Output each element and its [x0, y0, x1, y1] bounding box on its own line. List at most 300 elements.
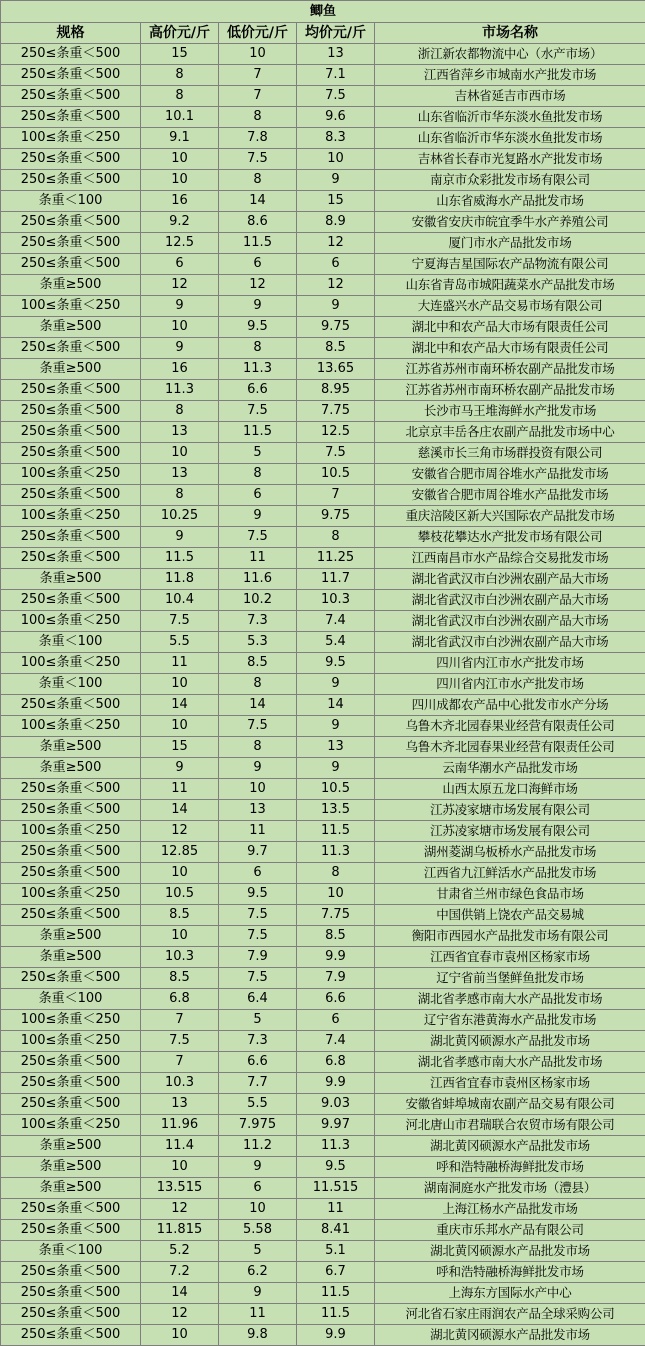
- header-spec: 规格: [1, 23, 141, 44]
- table-row: [1, 1283, 645, 1304]
- market-cell: 云南华潮水产品批发市场: [375, 758, 645, 779]
- avg-price-cell: 7.4: [297, 611, 375, 632]
- avg-price-cell: 9.5: [297, 653, 375, 674]
- table-row: [1, 1031, 645, 1052]
- high-price-cell: 9: [141, 338, 219, 359]
- low-price-cell: 7.9: [219, 947, 297, 968]
- high-price-cell: 10: [141, 149, 219, 170]
- avg-price-cell: 13.65: [297, 359, 375, 380]
- high-price-cell: 10: [141, 170, 219, 191]
- market-cell: 辽宁省东港黄海水产品批发市场: [375, 1010, 645, 1031]
- table-row: [1, 170, 645, 191]
- market-cell: 江西省萍乡市城南水产批发市场: [375, 65, 645, 86]
- spec-cell: 条重＜100: [1, 632, 141, 653]
- low-price-cell: 7: [219, 65, 297, 86]
- high-price-cell: 10: [141, 674, 219, 695]
- market-cell: 江苏凌家塘市场发展有限公司: [375, 800, 645, 821]
- table-row: [1, 968, 645, 989]
- market-cell: 山东省青岛市城阳蔬菜水产品批发市场: [375, 275, 645, 296]
- avg-price-cell: 7.9: [297, 968, 375, 989]
- avg-price-cell: 7.5: [297, 86, 375, 107]
- low-price-cell: 8: [219, 737, 297, 758]
- avg-price-cell: 9.6: [297, 107, 375, 128]
- avg-price-cell: 5.1: [297, 1241, 375, 1262]
- low-price-cell: 6.2: [219, 1262, 297, 1283]
- high-price-cell: 11.3: [141, 380, 219, 401]
- spec-cell: 条重＜100: [1, 191, 141, 212]
- market-cell: 江西省宜春市袁州区杨家市场: [375, 947, 645, 968]
- avg-price-cell: 6.7: [297, 1262, 375, 1283]
- low-price-cell: 9.7: [219, 842, 297, 863]
- low-price-cell: 7.5: [219, 149, 297, 170]
- low-price-cell: 7.8: [219, 128, 297, 149]
- spec-cell: 条重≥500: [1, 758, 141, 779]
- table-row: [1, 191, 645, 212]
- market-cell: 湖北省武汉市白沙洲农副产品大市场: [375, 632, 645, 653]
- market-cell: 乌鲁木齐北园春果业经营有限责任公司: [375, 737, 645, 758]
- spec-cell: 100≤条重＜250: [1, 611, 141, 632]
- table-row: [1, 1010, 645, 1031]
- table-row: [1, 275, 645, 296]
- market-cell: 湖州菱湖乌板桥水产品批发市场: [375, 842, 645, 863]
- spec-cell: 条重≥500: [1, 569, 141, 590]
- spec-cell: 条重≥500: [1, 926, 141, 947]
- spec-cell: 250≤条重＜500: [1, 1220, 141, 1241]
- market-cell: 湖南洞庭水产批发市场（澧县）: [375, 1178, 645, 1199]
- table-row: [1, 317, 645, 338]
- table-row: [1, 779, 645, 800]
- high-price-cell: 8.5: [141, 968, 219, 989]
- low-price-cell: 7.5: [219, 527, 297, 548]
- market-cell: 湖北黄冈硕源水产品批发市场: [375, 1031, 645, 1052]
- avg-price-cell: 13: [297, 737, 375, 758]
- spec-cell: 100≤条重＜250: [1, 884, 141, 905]
- market-cell: 湖北黄冈硕源水产品批发市场: [375, 1325, 645, 1346]
- spec-cell: 250≤条重＜500: [1, 590, 141, 611]
- market-cell: 甘肃省兰州市绿色食品市场: [375, 884, 645, 905]
- high-price-cell: 7.2: [141, 1262, 219, 1283]
- table-row: [1, 611, 645, 632]
- high-price-cell: 13: [141, 1094, 219, 1115]
- spec-cell: 250≤条重＜500: [1, 254, 141, 275]
- low-price-cell: 8: [219, 107, 297, 128]
- table-row: [1, 632, 645, 653]
- high-price-cell: 10: [141, 716, 219, 737]
- low-price-cell: 11.2: [219, 1136, 297, 1157]
- market-cell: 安徽省合肥市周谷堆水产品批发市场: [375, 485, 645, 506]
- avg-price-cell: 11.5: [297, 821, 375, 842]
- spec-cell: 条重≥500: [1, 275, 141, 296]
- high-price-cell: 15: [141, 737, 219, 758]
- table-row: [1, 128, 645, 149]
- high-price-cell: 16: [141, 359, 219, 380]
- avg-price-cell: 8: [297, 863, 375, 884]
- spec-cell: 100≤条重＜250: [1, 1031, 141, 1052]
- spec-cell: 250≤条重＜500: [1, 338, 141, 359]
- low-price-cell: 7.5: [219, 926, 297, 947]
- market-cell: 江西南昌市水产品综合交易批发市场: [375, 548, 645, 569]
- low-price-cell: 7.975: [219, 1115, 297, 1136]
- market-cell: 湖北省武汉市白沙洲农副产品大市场: [375, 569, 645, 590]
- spec-cell: 条重≥500: [1, 737, 141, 758]
- market-cell: 湖北中和农产品大市场有限责任公司: [375, 338, 645, 359]
- spec-cell: 100≤条重＜250: [1, 464, 141, 485]
- table-row: [1, 695, 645, 716]
- table-row: [1, 401, 645, 422]
- spec-cell: 250≤条重＜500: [1, 170, 141, 191]
- market-cell: 吉林省延吉市西市场: [375, 86, 645, 107]
- low-price-cell: 8: [219, 338, 297, 359]
- avg-price-cell: 9.75: [297, 317, 375, 338]
- market-cell: 湖北省孝感市南大水产品批发市场: [375, 989, 645, 1010]
- spec-cell: 250≤条重＜500: [1, 401, 141, 422]
- low-price-cell: 10: [219, 779, 297, 800]
- low-price-cell: 6: [219, 863, 297, 884]
- market-cell: 江西省九江鲜活水产品批发市场: [375, 863, 645, 884]
- low-price-cell: 8.6: [219, 212, 297, 233]
- high-price-cell: 11.4: [141, 1136, 219, 1157]
- market-cell: 上海东方国际水产中心: [375, 1283, 645, 1304]
- table-row: [1, 1241, 645, 1262]
- high-price-cell: 10.25: [141, 506, 219, 527]
- spec-cell: 条重＜100: [1, 1241, 141, 1262]
- market-cell: 重庆市乐邦水产品有限公司: [375, 1220, 645, 1241]
- spec-cell: 条重＜100: [1, 989, 141, 1010]
- high-price-cell: 6: [141, 254, 219, 275]
- market-cell: 河北唐山市君瑞联合农贸市场有限公司: [375, 1115, 645, 1136]
- market-cell: 衡阳市西园水产品批发市场有限公司: [375, 926, 645, 947]
- avg-price-cell: 6.8: [297, 1052, 375, 1073]
- spec-cell: 250≤条重＜500: [1, 1094, 141, 1115]
- avg-price-cell: 5.4: [297, 632, 375, 653]
- low-price-cell: 12: [219, 275, 297, 296]
- market-cell: 安徽省蚌埠城南农副产品交易有限公司: [375, 1094, 645, 1115]
- spec-cell: 100≤条重＜250: [1, 506, 141, 527]
- low-price-cell: 9: [219, 758, 297, 779]
- low-price-cell: 5: [219, 1010, 297, 1031]
- high-price-cell: 10.4: [141, 590, 219, 611]
- market-cell: 山东省临沂市华东淡水鱼批发市场: [375, 128, 645, 149]
- avg-price-cell: 9: [297, 716, 375, 737]
- high-price-cell: 11.8: [141, 569, 219, 590]
- high-price-cell: 8: [141, 401, 219, 422]
- low-price-cell: 5: [219, 443, 297, 464]
- avg-price-cell: 9.75: [297, 506, 375, 527]
- high-price-cell: 7.5: [141, 1031, 219, 1052]
- spec-cell: 250≤条重＜500: [1, 86, 141, 107]
- high-price-cell: 6.8: [141, 989, 219, 1010]
- low-price-cell: 11: [219, 821, 297, 842]
- high-price-cell: 13.515: [141, 1178, 219, 1199]
- table-row: [1, 443, 645, 464]
- high-price-cell: 12: [141, 1304, 219, 1325]
- high-price-cell: 9.2: [141, 212, 219, 233]
- low-price-cell: 7.5: [219, 716, 297, 737]
- table-row: [1, 1073, 645, 1094]
- spec-cell: 250≤条重＜500: [1, 863, 141, 884]
- low-price-cell: 8: [219, 170, 297, 191]
- spec-cell: 250≤条重＜500: [1, 1304, 141, 1325]
- avg-price-cell: 7.5: [297, 443, 375, 464]
- high-price-cell: 10: [141, 863, 219, 884]
- low-price-cell: 9: [219, 506, 297, 527]
- low-price-cell: 7.3: [219, 1031, 297, 1052]
- market-cell: 大连盛兴水产品交易市场有限公司: [375, 296, 645, 317]
- table-row: [1, 233, 645, 254]
- low-price-cell: 11.5: [219, 233, 297, 254]
- table-row: [1, 254, 645, 275]
- avg-price-cell: 14: [297, 695, 375, 716]
- market-cell: 宁夏海吉星国际农产品物流有限公司: [375, 254, 645, 275]
- market-cell: 上海江杨水产品批发市场: [375, 1199, 645, 1220]
- low-price-cell: 6: [219, 1178, 297, 1199]
- high-price-cell: 10.3: [141, 1073, 219, 1094]
- avg-price-cell: 10: [297, 884, 375, 905]
- high-price-cell: 14: [141, 1283, 219, 1304]
- avg-price-cell: 9.9: [297, 1073, 375, 1094]
- table-row: [1, 1325, 645, 1346]
- spec-cell: 100≤条重＜250: [1, 128, 141, 149]
- low-price-cell: 11: [219, 548, 297, 569]
- avg-price-cell: 7: [297, 485, 375, 506]
- spec-cell: 250≤条重＜500: [1, 779, 141, 800]
- avg-price-cell: 8.5: [297, 926, 375, 947]
- market-cell: 江苏省苏州市南环桥农副产品批发市场: [375, 380, 645, 401]
- high-price-cell: 7: [141, 1010, 219, 1031]
- header-low-price: 低价元/斤: [219, 23, 297, 44]
- spec-cell: 100≤条重＜250: [1, 296, 141, 317]
- table-row: [1, 296, 645, 317]
- low-price-cell: 5.5: [219, 1094, 297, 1115]
- table-row: [1, 653, 645, 674]
- table-row: [1, 1157, 645, 1178]
- table-row: [1, 548, 645, 569]
- low-price-cell: 10: [219, 1199, 297, 1220]
- high-price-cell: 9.1: [141, 128, 219, 149]
- table-row: [1, 464, 645, 485]
- high-price-cell: 10: [141, 1325, 219, 1346]
- avg-price-cell: 11.3: [297, 842, 375, 863]
- market-cell: 辽宁省前当堡鲜鱼批发市场: [375, 968, 645, 989]
- high-price-cell: 11: [141, 779, 219, 800]
- low-price-cell: 6.4: [219, 989, 297, 1010]
- table-row: [1, 1220, 645, 1241]
- spec-cell: 250≤条重＜500: [1, 212, 141, 233]
- avg-price-cell: 11.515: [297, 1178, 375, 1199]
- table-row: [1, 758, 645, 779]
- market-cell: 山东省威海水产品批发市场: [375, 191, 645, 212]
- market-cell: 安徽省安庆市皖宜季牛水产养殖公司: [375, 212, 645, 233]
- table-row: [1, 212, 645, 233]
- table-row: [1, 905, 645, 926]
- spec-cell: 条重≥500: [1, 1157, 141, 1178]
- spec-cell: 250≤条重＜500: [1, 800, 141, 821]
- low-price-cell: 5: [219, 1241, 297, 1262]
- high-price-cell: 12.85: [141, 842, 219, 863]
- avg-price-cell: 10: [297, 149, 375, 170]
- spec-cell: 条重≥500: [1, 359, 141, 380]
- table-row: [1, 149, 645, 170]
- avg-price-cell: 11.25: [297, 548, 375, 569]
- market-cell: 呼和浩特融桥海鲜批发市场: [375, 1262, 645, 1283]
- avg-price-cell: 9.97: [297, 1115, 375, 1136]
- avg-price-cell: 13.5: [297, 800, 375, 821]
- spec-cell: 250≤条重＜500: [1, 443, 141, 464]
- header-high-price: 高价元/斤: [141, 23, 219, 44]
- table-row: [1, 422, 645, 443]
- spec-cell: 条重≥500: [1, 317, 141, 338]
- table-row: [1, 1052, 645, 1073]
- market-cell: 重庆涪陵区新大兴国际农产品批发市场: [375, 506, 645, 527]
- market-cell: 攀枝花攀达水产批发市场有限公司: [375, 527, 645, 548]
- table-body: [1, 44, 645, 1346]
- avg-price-cell: 7.1: [297, 65, 375, 86]
- high-price-cell: 10.3: [141, 947, 219, 968]
- spec-cell: 100≤条重＜250: [1, 1010, 141, 1031]
- high-price-cell: 10: [141, 1157, 219, 1178]
- table-row: [1, 674, 645, 695]
- spec-cell: 250≤条重＜500: [1, 1262, 141, 1283]
- high-price-cell: 13: [141, 422, 219, 443]
- low-price-cell: 10.2: [219, 590, 297, 611]
- avg-price-cell: 8: [297, 527, 375, 548]
- market-cell: 湖北省武汉市白沙洲农副产品大市场: [375, 611, 645, 632]
- high-price-cell: 5.5: [141, 632, 219, 653]
- table-row: [1, 1115, 645, 1136]
- low-price-cell: 14: [219, 695, 297, 716]
- market-cell: 浙江新农都物流中心（水产市场）: [375, 44, 645, 65]
- low-price-cell: 6.6: [219, 380, 297, 401]
- spec-cell: 100≤条重＜250: [1, 716, 141, 737]
- low-price-cell: 11.5: [219, 422, 297, 443]
- spec-cell: 条重≥500: [1, 1136, 141, 1157]
- table-row: [1, 527, 645, 548]
- spec-cell: 250≤条重＜500: [1, 548, 141, 569]
- low-price-cell: 7.5: [219, 968, 297, 989]
- spec-cell: 250≤条重＜500: [1, 1199, 141, 1220]
- spec-cell: 250≤条重＜500: [1, 380, 141, 401]
- table-row: [1, 716, 645, 737]
- table-row: [1, 842, 645, 863]
- spec-cell: 250≤条重＜500: [1, 107, 141, 128]
- market-cell: 安徽省合肥市周谷堆水产品批发市场: [375, 464, 645, 485]
- spec-cell: 250≤条重＜500: [1, 1052, 141, 1073]
- low-price-cell: 6: [219, 254, 297, 275]
- high-price-cell: 10.1: [141, 107, 219, 128]
- spec-cell: 250≤条重＜500: [1, 485, 141, 506]
- table-row: [1, 947, 645, 968]
- spec-cell: 250≤条重＜500: [1, 527, 141, 548]
- spec-cell: 条重≥500: [1, 1178, 141, 1199]
- header-market: 市场名称: [375, 23, 645, 44]
- low-price-cell: 7.3: [219, 611, 297, 632]
- table-row: [1, 485, 645, 506]
- spec-cell: 250≤条重＜500: [1, 44, 141, 65]
- market-cell: 北京京丰岳各庄农副产品批发市场中心: [375, 422, 645, 443]
- high-price-cell: 9: [141, 296, 219, 317]
- low-price-cell: 14: [219, 191, 297, 212]
- avg-price-cell: 9: [297, 758, 375, 779]
- market-cell: 江西省宜春市袁州区杨家市场: [375, 1073, 645, 1094]
- high-price-cell: 12: [141, 275, 219, 296]
- low-price-cell: 5.58: [219, 1220, 297, 1241]
- avg-price-cell: 15: [297, 191, 375, 212]
- avg-price-cell: 10.5: [297, 779, 375, 800]
- table-row: [1, 569, 645, 590]
- avg-price-cell: 6.6: [297, 989, 375, 1010]
- market-cell: 长沙市马王堆海鲜水产批发市场: [375, 401, 645, 422]
- spec-cell: 条重＜100: [1, 674, 141, 695]
- table-row: [1, 821, 645, 842]
- low-price-cell: 7.5: [219, 905, 297, 926]
- high-price-cell: 9: [141, 758, 219, 779]
- market-cell: 湖北黄冈硕源水产品批发市场: [375, 1136, 645, 1157]
- high-price-cell: 12: [141, 821, 219, 842]
- high-price-cell: 9: [141, 527, 219, 548]
- avg-price-cell: 8.9: [297, 212, 375, 233]
- low-price-cell: 11.6: [219, 569, 297, 590]
- low-price-cell: 13: [219, 800, 297, 821]
- high-price-cell: 8: [141, 86, 219, 107]
- title-row: [1, 1, 645, 23]
- spec-cell: 250≤条重＜500: [1, 149, 141, 170]
- spec-cell: 250≤条重＜500: [1, 1325, 141, 1346]
- avg-price-cell: 12: [297, 233, 375, 254]
- table-row: [1, 863, 645, 884]
- avg-price-cell: 7.75: [297, 401, 375, 422]
- spec-cell: 250≤条重＜500: [1, 65, 141, 86]
- avg-price-cell: 11.5: [297, 1283, 375, 1304]
- avg-price-cell: 9: [297, 674, 375, 695]
- low-price-cell: 8.5: [219, 653, 297, 674]
- high-price-cell: 11.815: [141, 1220, 219, 1241]
- high-price-cell: 7.5: [141, 611, 219, 632]
- high-price-cell: 11: [141, 653, 219, 674]
- low-price-cell: 9: [219, 1283, 297, 1304]
- spec-cell: 100≤条重＜250: [1, 653, 141, 674]
- high-price-cell: 15: [141, 44, 219, 65]
- low-price-cell: 9.5: [219, 317, 297, 338]
- low-price-cell: 6.6: [219, 1052, 297, 1073]
- avg-price-cell: 12: [297, 275, 375, 296]
- market-cell: 四川成都农产品中心批发市水产分场: [375, 695, 645, 716]
- spec-cell: 100≤条重＜250: [1, 1115, 141, 1136]
- avg-price-cell: 9.03: [297, 1094, 375, 1115]
- avg-price-cell: 7.75: [297, 905, 375, 926]
- avg-price-cell: 9.9: [297, 1325, 375, 1346]
- avg-price-cell: 8.41: [297, 1220, 375, 1241]
- high-price-cell: 8: [141, 485, 219, 506]
- spec-cell: 250≤条重＜500: [1, 1073, 141, 1094]
- high-price-cell: 11.96: [141, 1115, 219, 1136]
- table-row: [1, 44, 645, 65]
- table-row: [1, 1304, 645, 1325]
- table-row: [1, 1262, 645, 1283]
- market-cell: 慈溪市长三角市场群投资有限公司: [375, 443, 645, 464]
- spec-cell: 250≤条重＜500: [1, 842, 141, 863]
- header-avg-price: 均价元/斤: [297, 23, 375, 44]
- avg-price-cell: 8.5: [297, 338, 375, 359]
- avg-price-cell: 10.3: [297, 590, 375, 611]
- spec-cell: 250≤条重＜500: [1, 1283, 141, 1304]
- table-row: [1, 884, 645, 905]
- spec-cell: 250≤条重＜500: [1, 695, 141, 716]
- avg-price-cell: 11.5: [297, 1304, 375, 1325]
- low-price-cell: 10: [219, 44, 297, 65]
- table-row: [1, 107, 645, 128]
- spec-cell: 100≤条重＜250: [1, 821, 141, 842]
- low-price-cell: 8: [219, 674, 297, 695]
